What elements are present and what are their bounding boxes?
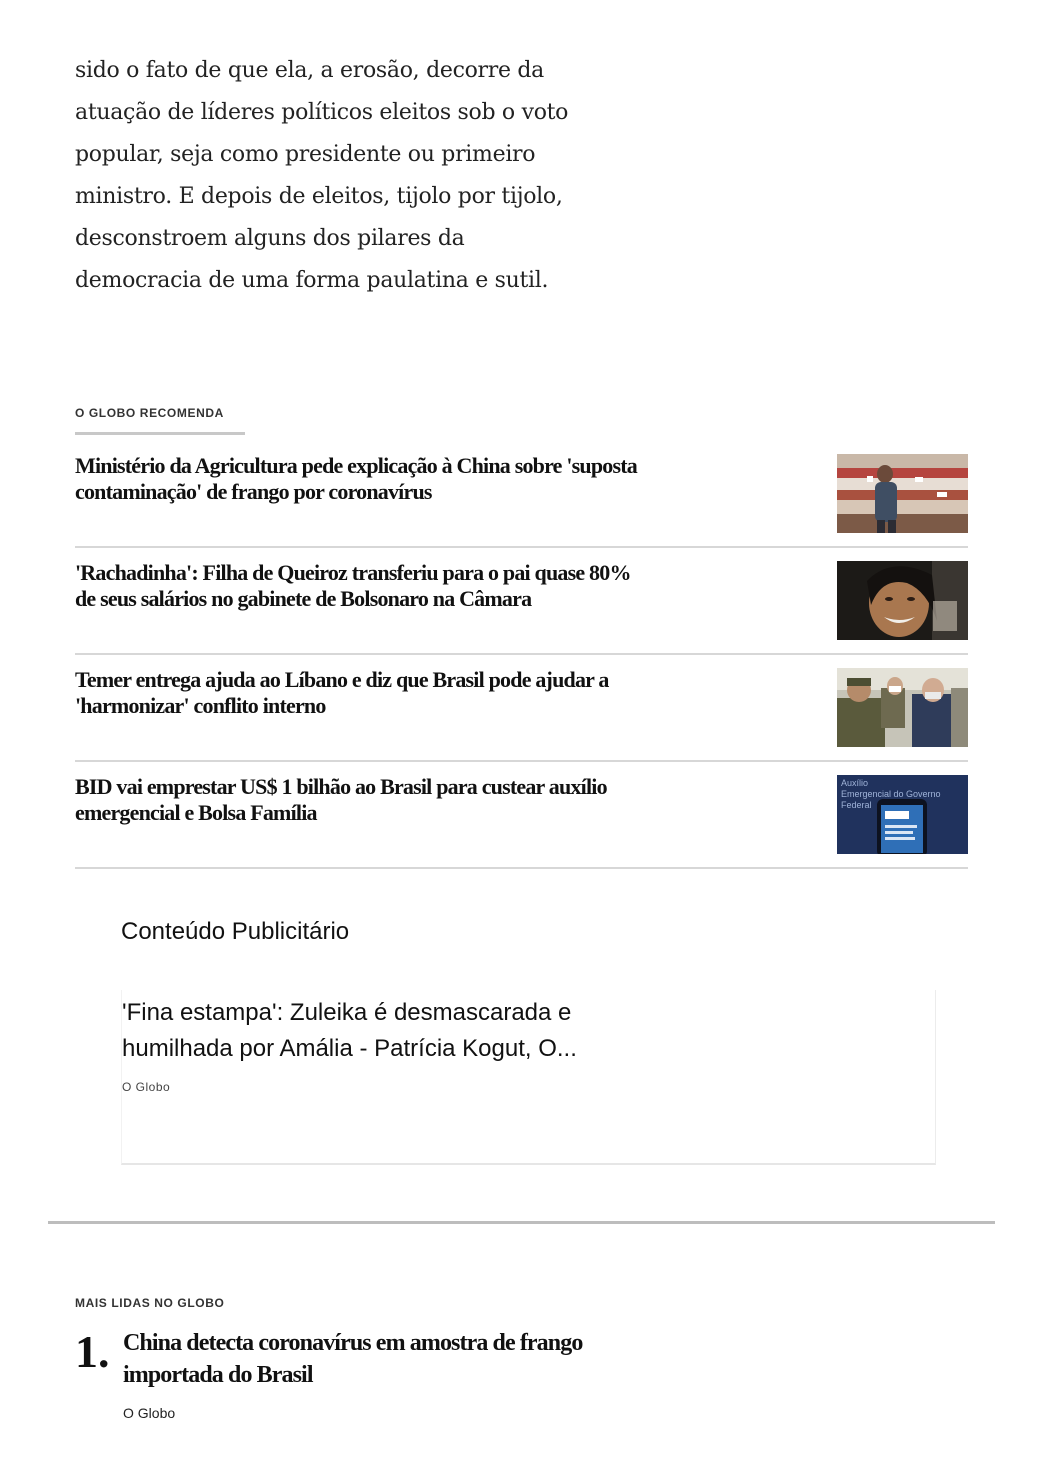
most-read-rank: 1. (75, 1326, 110, 1377)
recommends-label: O GLOBO RECOMENDA (75, 406, 224, 420)
most-read-label: MAIS LIDAS NO GLOBO (75, 1296, 225, 1310)
temer-soldiers-photo[interactable] (837, 668, 968, 747)
sponsored-title[interactable]: 'Fina estampa': Zuleika é desmascarada e humilhada por Amália - Patrícia Kogut, O... (122, 999, 577, 1062)
sponsored-source: O Globo (122, 1080, 171, 1094)
article-line: sido o fato de que ela, a erosão, decorre da (75, 58, 544, 83)
thumb-text: Emergencial do Governo (841, 789, 941, 799)
article-line: desconstroem alguns dos pilares da (75, 226, 465, 251)
recommend-title[interactable]: Ministério da Agricultura pede explicação à China sobre 'suposta contaminação' de frango por coronavírus (75, 453, 637, 504)
recommend-item[interactable] (75, 762, 968, 869)
article-line: democracia de uma forma paulatina e sutil. (75, 268, 549, 293)
article-line: ministro. E depois de eleitos, tijolo por tijolo, (75, 184, 563, 209)
sponsored-heading: Conteúdo Publicitário (121, 918, 350, 945)
auxilio-app-phone-photo[interactable] (837, 775, 968, 854)
most-read-title[interactable]: China detecta coronavírus em amostra de frango importada do Brasil (123, 1330, 583, 1388)
recommend-title[interactable]: 'Rachadinha': Filha de Queiroz transferiu para o pai quase 80% de seus salários no gabinete de Bolsonaro na Câmara (75, 560, 631, 611)
recommend-title[interactable]: BID vai emprestar US$ 1 bilhão ao Brasil para custear auxílio emergencial e Bolsa Família (75, 774, 607, 825)
recommend-item[interactable] (75, 548, 968, 655)
article-line: atuação de líderes políticos eleitos sob o voto (75, 100, 569, 125)
thumb-text: Federal (841, 800, 872, 810)
recommend-item[interactable] (75, 441, 968, 548)
supermarket-meat-photo[interactable] (837, 454, 968, 533)
smiling-woman-photo[interactable] (837, 561, 968, 640)
article-line: popular, seja como presidente ou primeiro (75, 142, 536, 167)
recommend-title[interactable]: Temer entrega ajuda ao Líbano e diz que Brasil pode ajudar a 'harmonizar' conflito interno (75, 667, 609, 718)
recommend-item[interactable] (75, 655, 968, 762)
thumb-text: Auxílio (841, 778, 869, 788)
section-divider (48, 1221, 995, 1224)
recommends-list (75, 441, 968, 869)
sponsored-card[interactable] (121, 990, 936, 1165)
most-read-item[interactable] (75, 1325, 675, 1435)
recommends-label-underline (75, 432, 245, 435)
article-body (75, 50, 635, 302)
most-read-source: O Globo (123, 1405, 176, 1421)
